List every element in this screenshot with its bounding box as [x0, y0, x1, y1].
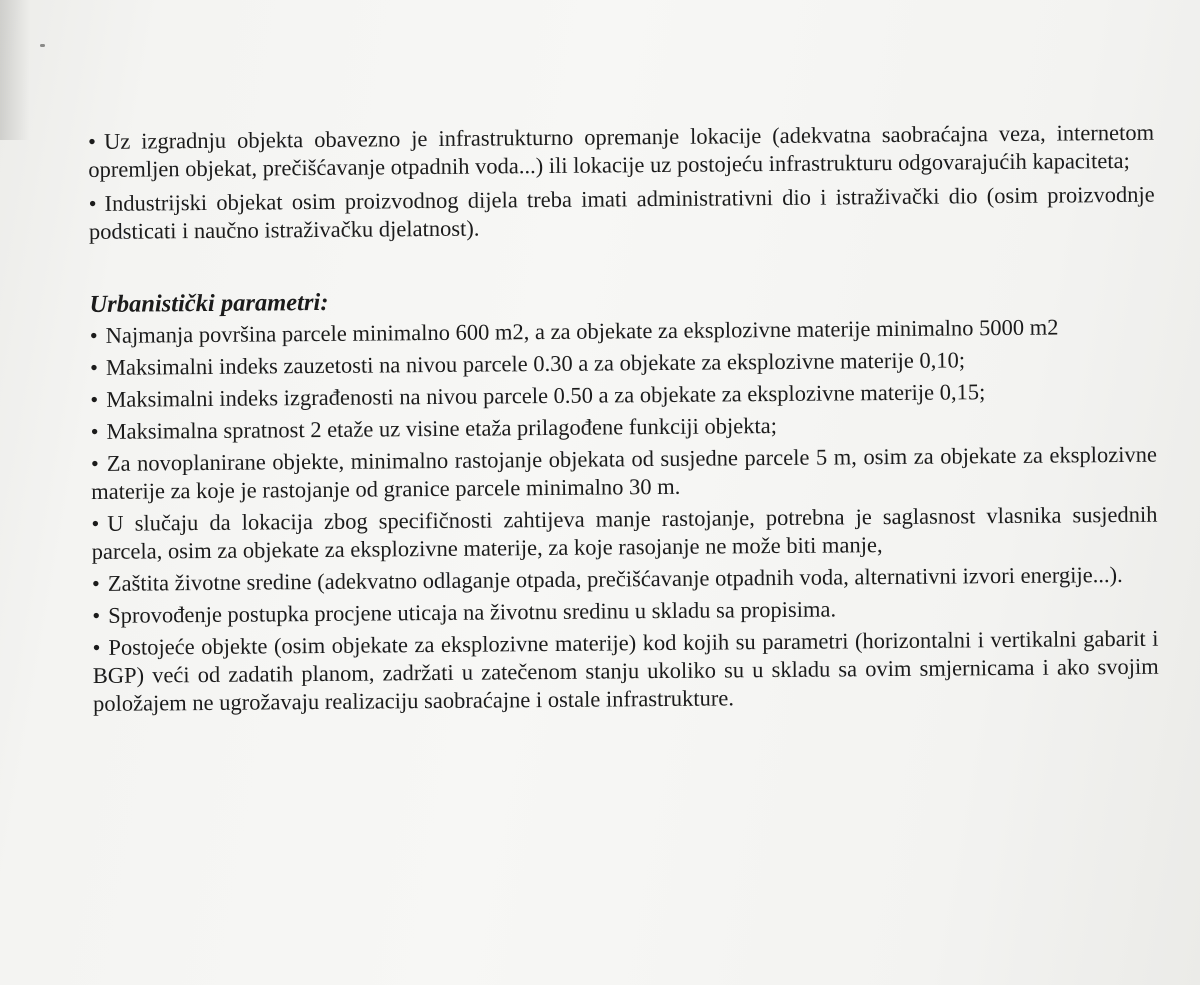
bullet-icon: [92, 603, 108, 628]
list-item: [92, 625, 1159, 718]
page-edge-shadow: [0, 0, 30, 140]
bullet-icon: [88, 129, 104, 154]
list-item-text: Najmanja površina parcele minimalno 600 m2, a za objekate za eksplozivne materije minimalno 5000 m2: [105, 314, 1059, 348]
bullet-icon: [92, 571, 108, 596]
list-item: [90, 377, 1156, 414]
bullet-icon: [91, 511, 107, 536]
document-body: [88, 119, 1159, 722]
list-item-text: Postojeće objekte (osim objekate za eksplozivne materije) kod kojih su parametri (horizontalni i vertikalni gabarit i BGP) veći od zadatih planom, zadržati u zatečenom stanju ukoliko su u skladu sa ovim smjernicama i ako svojim položajem ne ugrožavaju realizaciju saobraćajne i ostale infrastrukture.: [92, 625, 1159, 716]
list-item-text: Za novoplanirane objekte, minimalno rastojanje objekata od susjedne parcele 5 m, osim za objekate za eksplozivne materije za koje je rastojanje od granice parcele minimalno 30 m.: [91, 441, 1157, 504]
list-item: [91, 501, 1157, 566]
bullet-icon: [90, 323, 106, 348]
bullet-icon: [91, 451, 107, 476]
intro-list: [88, 119, 1155, 246]
list-item: [91, 441, 1157, 506]
intro-item-text: Uz izgradnju objekta obavezno je infrastrukturno opremanje lokacije (adekvatna saobraćajna veza, internetom opremljen objekat, prečišćavanje otpadnih voda...) ili lokacije uz postojeću infrastrukturu odgovarajućih kapaciteta;: [88, 119, 1155, 182]
section-heading: Urbanistički parametri:: [89, 288, 329, 318]
list-item-text: Maksimalni indeks izgrađenosti na nivou parcele 0.50 a za objekate za eksplozivne materije 0,15;: [106, 379, 986, 412]
intro-item-text: Industrijski objekat osim proizvodnog dijela treba imati administrativni dio i istraživački dio (osim proizvodnje podsticati i naučno istraživačku djelatnost).: [88, 181, 1155, 244]
bullet-icon: [91, 419, 107, 444]
intro-item: [88, 119, 1154, 184]
list-item-text: Maksimalna spratnost 2 etaže uz visine etaža prilagođene funkciji objekta;: [106, 413, 778, 444]
bullet-icon: [90, 355, 106, 380]
intro-item: [89, 181, 1155, 246]
list-item-text: Maksimalni indeks zauzetosti na nivou parcele 0.30 a za objekate za eksplozivne materije 0,10;: [105, 347, 966, 380]
list-item: [90, 345, 1156, 382]
list-item: [92, 593, 1158, 630]
list-item: [92, 561, 1158, 598]
list-item-text: Sprovođenje postupka procjene uticaja na životnu sredinu u skladu sa propisima.: [108, 596, 837, 628]
bullet-icon: [92, 635, 108, 660]
list-item-text: Zaštita životne sredine (adekvatno odlaganje otpada, prečišćavanje otpadnih voda, alternativni izvori energije...).: [107, 561, 1123, 596]
bullet-icon: [90, 387, 106, 412]
paper-speck: [40, 44, 45, 47]
list-item-text: U slučaju da lokacija zbog specifičnosti zahtijeva manje rastojanje, potrebna je saglasnost vlasnika susjednih parcela, osim za objekate za eksplozivne materije, za koje rasojanje ne može biti manje,: [91, 501, 1158, 564]
bullet-icon: [89, 191, 105, 216]
parameter-list: [90, 313, 1159, 718]
list-item: [91, 409, 1157, 446]
